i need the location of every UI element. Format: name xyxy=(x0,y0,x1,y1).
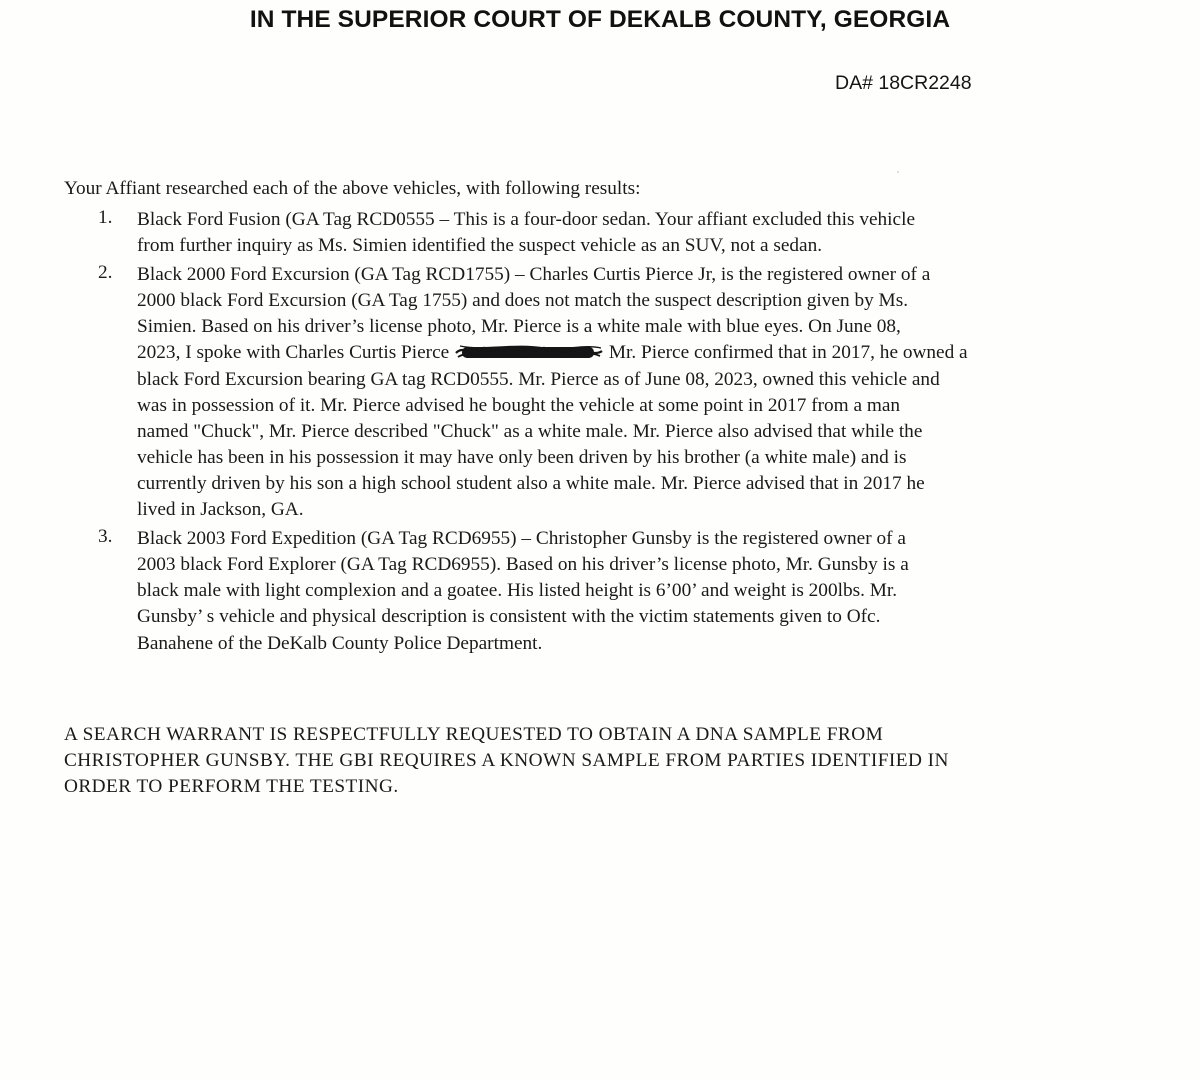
warrant-request-paragraph xyxy=(64,722,1144,800)
text-line: ORDER TO PERFORM THE TESTING. xyxy=(64,776,399,797)
text-line: from further inquiry as Ms. Simien identified the suspect vehicle as an SUV, not a sedan. xyxy=(137,235,823,257)
text-line: Simien. Based on his driver’s license photo, Mr. Pierce is a white male with blue eyes. On June 08, xyxy=(137,316,901,338)
text-line: vehicle has been in his possession it may have only been driven by his brother (a white male) and is xyxy=(137,446,907,468)
redacted-line xyxy=(137,340,1148,366)
vehicle-result-1 xyxy=(98,207,1148,259)
text-line: Black Ford Fusion (GA Tag RCD0555 – This is a four-door sedan. Your affiant excluded this vehicle xyxy=(137,209,915,230)
text-line: 2003 black Ford Explorer (GA Tag RCD6955). Based on his driver’s license photo, Mr. Gunsby is a xyxy=(137,554,909,576)
text-line: currently driven by his son a high school student also a white male. Mr. Pierce advised that in 2017 he xyxy=(137,472,925,494)
vehicle-result-2 xyxy=(98,262,1148,523)
redaction-scribble xyxy=(454,342,604,362)
text-segment: Mr. Pierce confirmed that in 2017, he owned a xyxy=(608,342,968,364)
vehicle-results-list xyxy=(98,207,1148,660)
text-line: was in possession of it. Mr. Pierce advised he bought the vehicle at some point in 2017 from a man xyxy=(137,394,901,416)
vehicle-result-3 xyxy=(98,526,1148,656)
text-line: 2000 black Ford Excursion (GA Tag 1755) and does not match the suspect description given by Ms. xyxy=(137,290,909,312)
list-number: 1. xyxy=(98,207,113,228)
text-line: Black 2003 Ford Expedition (GA Tag RCD6955) – Christopher Gunsby is the registered owner of a xyxy=(137,528,906,550)
court-title: IN THE SUPERIOR COURT OF DEKALB COUNTY, GEORGIA xyxy=(249,6,951,33)
text-line: Banahene of the DeKalb County Police Department. xyxy=(137,632,543,654)
text-line: black Ford Excursion bearing GA tag RCD0555. Mr. Pierce as of June 08, 2023, owned this vehicle and xyxy=(137,368,940,390)
text-line: named "Chuck", Mr. Pierce described "Chuck" as a white male. Mr. Pierce also advised that while the xyxy=(137,420,923,442)
text-line: CHRISTOPHER GUNSBY. THE GBI REQUIRES A KNOWN SAMPLE FROM PARTIES IDENTIFIED IN xyxy=(64,750,949,771)
text-line: A SEARCH WARRANT IS RESPECTFULLY REQUESTED TO OBTAIN A DNA SAMPLE FROM xyxy=(64,724,884,745)
list-number: 2. xyxy=(98,262,113,284)
scan-speck xyxy=(897,171,899,173)
intro-paragraph: Your Affiant researched each of the above vehicles, with following results: xyxy=(64,178,641,199)
text-segment: 2023, I spoke with Charles Curtis Pierce xyxy=(137,342,450,364)
text-line: Gunsby’ s vehicle and physical description is consistent with the victim statements given to Ofc. xyxy=(137,606,881,628)
text-line: black male with light complexion and a goatee. His listed height is 6’00’ and weight is 200lbs. Mr. xyxy=(137,580,898,602)
text-line: lived in Jackson, GA. xyxy=(137,499,304,521)
list-number: 3. xyxy=(98,526,113,548)
text-line: Black 2000 Ford Excursion (GA Tag RCD1755) – Charles Curtis Pierce Jr, is the registered owner of a xyxy=(137,264,931,286)
case-number: DA# 18CR2248 xyxy=(835,72,972,94)
